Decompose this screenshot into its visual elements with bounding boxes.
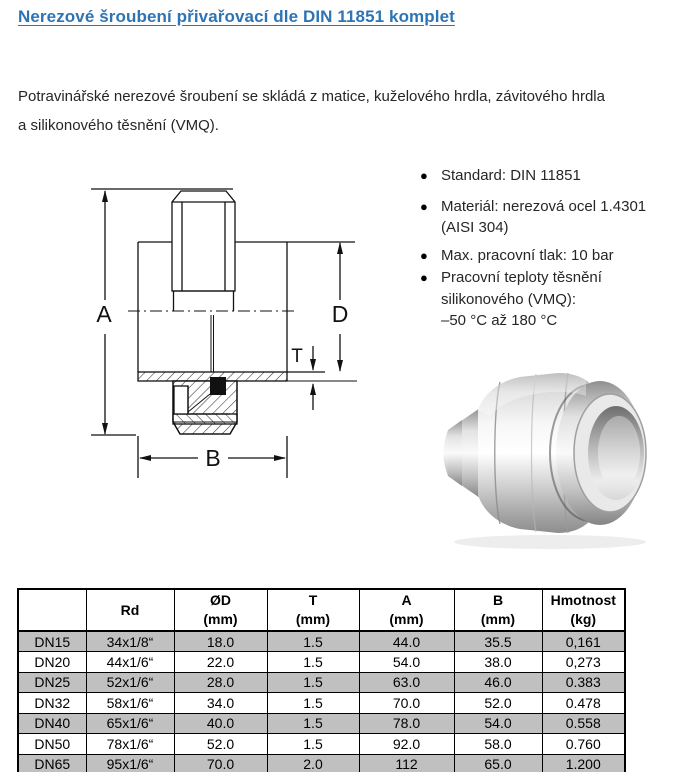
dim-label-d: D <box>331 301 349 327</box>
cell: 1.5 <box>267 631 359 652</box>
cell: 70.0 <box>359 693 454 714</box>
bullet-icon: ● <box>420 198 428 214</box>
product-photo <box>438 356 668 552</box>
cell: 34.0 <box>174 693 267 714</box>
cell: 0.558 <box>542 713 625 734</box>
cell: 54.0 <box>359 652 454 673</box>
table-row-dn20 <box>18 652 625 673</box>
table-row-dn25 <box>18 672 625 693</box>
cell: 38.0 <box>454 652 542 673</box>
cell: 58.0 <box>454 734 542 755</box>
cell: 52.0 <box>454 693 542 714</box>
cell: 78.0 <box>359 713 454 734</box>
cell: 34x1/8“ <box>86 631 174 652</box>
intro-line-2: a silikonového těsnění (VMQ). <box>18 117 219 134</box>
dim-label-b: B <box>205 445 221 471</box>
cell: 1.5 <box>267 672 359 693</box>
table-row-dn40 <box>18 713 625 734</box>
cell: 44x1/6“ <box>86 652 174 673</box>
cell: 0.478 <box>542 693 625 714</box>
header-t: T (mm) <box>267 589 359 631</box>
bullet-icon: ● <box>420 247 428 263</box>
cell: 63.0 <box>359 672 454 693</box>
cell: DN15 <box>18 631 86 652</box>
header-hmotnost: Hmotnost (kg) <box>542 589 625 631</box>
cell: 22.0 <box>174 652 267 673</box>
cell: 18.0 <box>174 631 267 652</box>
cell: 92.0 <box>359 734 454 755</box>
technical-drawing <box>60 160 400 490</box>
table-row-dn50 <box>18 734 625 755</box>
spec-list <box>415 165 681 332</box>
spec-line: –50 °C až 180 °C <box>441 312 558 329</box>
cell: 0,273 <box>542 652 625 673</box>
cell: 1.200 <box>542 754 625 772</box>
cell: 2.0 <box>267 754 359 772</box>
technical-drawing-svg <box>60 160 400 490</box>
cell: 0.760 <box>542 734 625 755</box>
cell: 40.0 <box>174 713 267 734</box>
cell: 1.5 <box>267 693 359 714</box>
header-a: A (mm) <box>359 589 454 631</box>
cell: 0,161 <box>542 631 625 652</box>
cell: 44.0 <box>359 631 454 652</box>
cell: DN65 <box>18 754 86 772</box>
cell: DN20 <box>18 652 86 673</box>
cell: 70.0 <box>174 754 267 772</box>
spec-item-material <box>415 196 681 239</box>
cell: 52x1/6“ <box>86 672 174 693</box>
header-dn <box>18 589 86 631</box>
cell: 1.5 <box>267 734 359 755</box>
spec-item-standard <box>415 165 681 187</box>
cell: 95x1/6“ <box>86 754 174 772</box>
header-b: B (mm) <box>454 589 542 631</box>
cell: 65x1/6“ <box>86 713 174 734</box>
spec-line: Materiál: nerezová ocel 1.4301 <box>441 197 647 215</box>
cell: 28.0 <box>174 672 267 693</box>
page-title[interactable]: Nerezové šroubení přivařovací dle DIN 11851 komplet <box>18 7 455 26</box>
spec-line: Max. pracovní tlak: 10 bar <box>441 246 614 264</box>
cell: 0.383 <box>542 672 625 693</box>
cell: 54.0 <box>454 713 542 734</box>
header-rd: Rd <box>86 589 174 631</box>
spec-line: Pracovní teploty těsnění <box>441 269 602 286</box>
cell: 58x1/6“ <box>86 693 174 714</box>
spec-line: (AISI 304) <box>441 219 509 236</box>
table-header-row <box>18 589 625 631</box>
table-row-dn32 <box>18 693 625 714</box>
intro-line-1: Potravinářské nerezové šroubení se skládá z matice, kuželového hrdla, závitového hrdla <box>18 88 605 105</box>
intro-paragraph <box>18 82 674 140</box>
cell: 46.0 <box>454 672 542 693</box>
spec-item-temperature <box>415 267 681 332</box>
cell: 1.5 <box>267 652 359 673</box>
cell: DN50 <box>18 734 86 755</box>
header-od: ØD (mm) <box>174 589 267 631</box>
spec-line: Standard: DIN 11851 <box>441 167 581 184</box>
cell: 78x1/6“ <box>86 734 174 755</box>
spec-item-pressure <box>415 245 681 267</box>
dim-label-a: A <box>96 301 112 327</box>
table-row-dn15 <box>18 631 625 652</box>
bullet-icon: ● <box>420 270 428 285</box>
product-photo-svg <box>438 356 668 552</box>
cell: 35.5 <box>454 631 542 652</box>
cell: DN25 <box>18 672 86 693</box>
cell: 65.0 <box>454 754 542 772</box>
cell: 52.0 <box>174 734 267 755</box>
bullet-icon: ● <box>420 168 428 183</box>
cell: DN40 <box>18 713 86 734</box>
dimension-table <box>17 588 626 772</box>
spec-line: silikonového (VMQ): <box>441 290 577 308</box>
table-row-dn65 <box>18 754 625 772</box>
cell: DN32 <box>18 693 86 714</box>
cell: 112 <box>359 754 454 772</box>
dim-label-t: T <box>291 346 303 367</box>
cell: 1.5 <box>267 713 359 734</box>
